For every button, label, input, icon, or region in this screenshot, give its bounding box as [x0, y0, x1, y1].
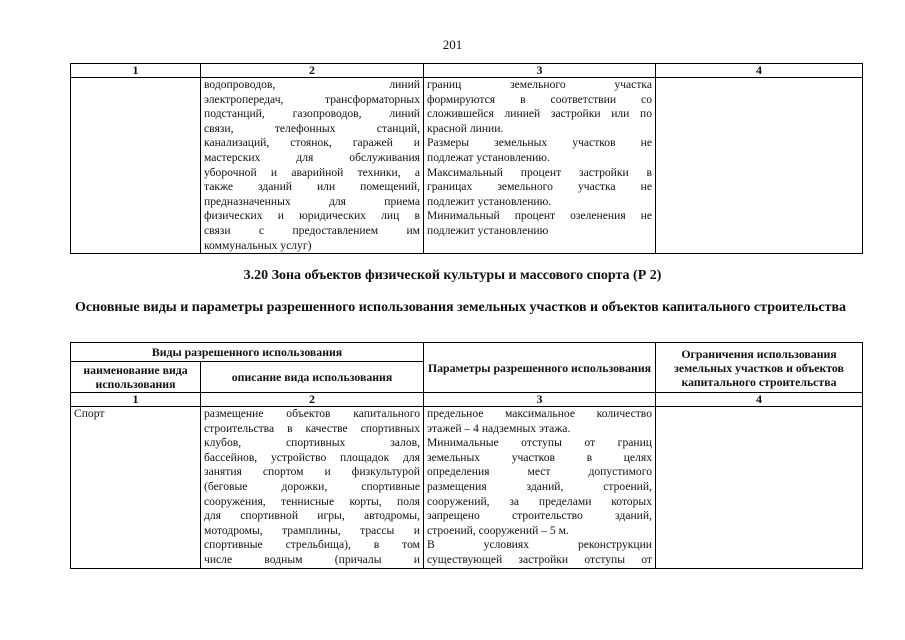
- text-line: этажей – 4 надземных этажа.: [427, 421, 571, 435]
- text-line: бассейнов, устройство площадок для: [204, 450, 420, 464]
- text-line: также зданий или помещений,: [204, 180, 420, 194]
- restrictions-cell: [656, 78, 863, 254]
- text-line: границ земельного участка: [427, 78, 652, 91]
- header-restrictions: Ограничения использования земельных участков и объектов капитального строительства: [656, 343, 863, 393]
- text-line: В условиях реконструкции: [427, 538, 652, 552]
- page-number: 201: [442, 37, 463, 52]
- text-line: спортивные стрельбища), в том: [204, 538, 420, 552]
- text-line: строительства в качестве спортивных: [204, 421, 420, 435]
- text-line: предельное максимальное количество: [427, 407, 652, 420]
- table-row: [71, 407, 863, 569]
- text-line: размещения зданий, строений,: [427, 479, 652, 493]
- text-line: подлежат установлению.: [427, 150, 550, 164]
- column-number: 1: [71, 393, 201, 407]
- text-line: сооружения, теннисные корты, поля: [204, 494, 420, 508]
- column-number: 2: [201, 393, 424, 407]
- restrictions-cell: [656, 407, 863, 569]
- continued-table: [70, 63, 863, 254]
- text-line: границах земельного участка не: [427, 180, 652, 194]
- text-line: красной линии.: [427, 121, 504, 135]
- text-line: сооружений, за пределами которых: [427, 494, 652, 508]
- usage-description-cell: [201, 407, 424, 569]
- text-line: коммунальных услуг): [204, 238, 312, 252]
- text-line: подлежит установлению.: [427, 194, 552, 208]
- usage-name-cell: [71, 78, 201, 254]
- text-line: клубов, спортивных залов,: [204, 436, 420, 450]
- text-line: уборочной и аварийной техники, а: [204, 165, 420, 179]
- text-line: Минимальные отступы от границ: [427, 436, 652, 450]
- text-line: подлежит установлению: [427, 223, 549, 237]
- table-header-row: [71, 343, 863, 362]
- text-line: размещение объектов капитального: [204, 407, 420, 420]
- usage-description-cell: [201, 78, 424, 254]
- column-number: 4: [656, 64, 863, 78]
- text-line: числе водным (причалы и: [204, 552, 420, 566]
- text-line: связи, телефонных станций,: [204, 121, 420, 135]
- column-number: 4: [656, 393, 863, 407]
- header-group-usage-types: Виды разрешенного использования: [71, 343, 424, 362]
- text-line: предназначенных для приема: [204, 194, 420, 208]
- text-line: электропередач, трансформаторных: [204, 92, 420, 106]
- text-line: для спортивной игры, автодромы,: [204, 509, 420, 523]
- column-number: 1: [71, 64, 201, 78]
- text-line: Минимальный процент озеленения не: [427, 209, 652, 223]
- text-line: формируются в соответствии со: [427, 92, 652, 106]
- column-number-row: [71, 64, 863, 78]
- table-row: [71, 78, 863, 254]
- header-usage-description: описание вида использования: [201, 362, 424, 393]
- text-line: занятия спортом и физкультурой: [204, 465, 420, 479]
- text-line: запрещено строительство зданий,: [427, 509, 652, 523]
- text-line: подстанций, газопроводов, линий: [204, 107, 420, 121]
- text-line: сложившейся линией застройки или по: [427, 107, 652, 121]
- text-line: Размеры земельных участков не: [427, 136, 652, 150]
- text-line: мотодромы, трамплины, трассы и: [204, 523, 420, 537]
- text-line: строений, сооружений – 5 м.: [427, 523, 569, 537]
- text-line: земельных участков в целях: [427, 450, 652, 464]
- text-line: определения мест допустимого: [427, 465, 652, 479]
- usage-table: [70, 342, 863, 569]
- text-line: физических и юридических лиц в: [204, 209, 420, 223]
- column-number: 2: [201, 64, 424, 78]
- zone-title: 3.20 Зона объектов физической культуры и массового спорта (Р 2): [243, 268, 662, 283]
- text-line: существующей застройки отступы от: [427, 552, 652, 566]
- column-number-row: [71, 393, 863, 407]
- text-line: связи с предоставлением им: [204, 223, 420, 237]
- text-line: Максимальный процент застройки в: [427, 165, 652, 179]
- parameters-cell: [424, 78, 656, 254]
- column-number: 3: [424, 393, 656, 407]
- text-line: водопроводов, линий: [204, 78, 420, 91]
- header-parameters: Параметры разрешенного использования: [424, 343, 656, 393]
- usage-name-cell: Спорт: [71, 407, 201, 569]
- column-number: 3: [424, 64, 656, 78]
- text-line: канализаций, стоянок, гаражей и: [204, 136, 420, 150]
- header-usage-name: наименование вида использования: [71, 362, 201, 393]
- text-line: (беговые дорожки, спортивные: [204, 479, 420, 493]
- text-line: мастерских для обслуживания: [204, 150, 420, 164]
- parameters-cell: [424, 407, 656, 569]
- section-title: Основные виды и параметры разрешенного использования земельных участков и объектов капитального строительства: [75, 300, 847, 315]
